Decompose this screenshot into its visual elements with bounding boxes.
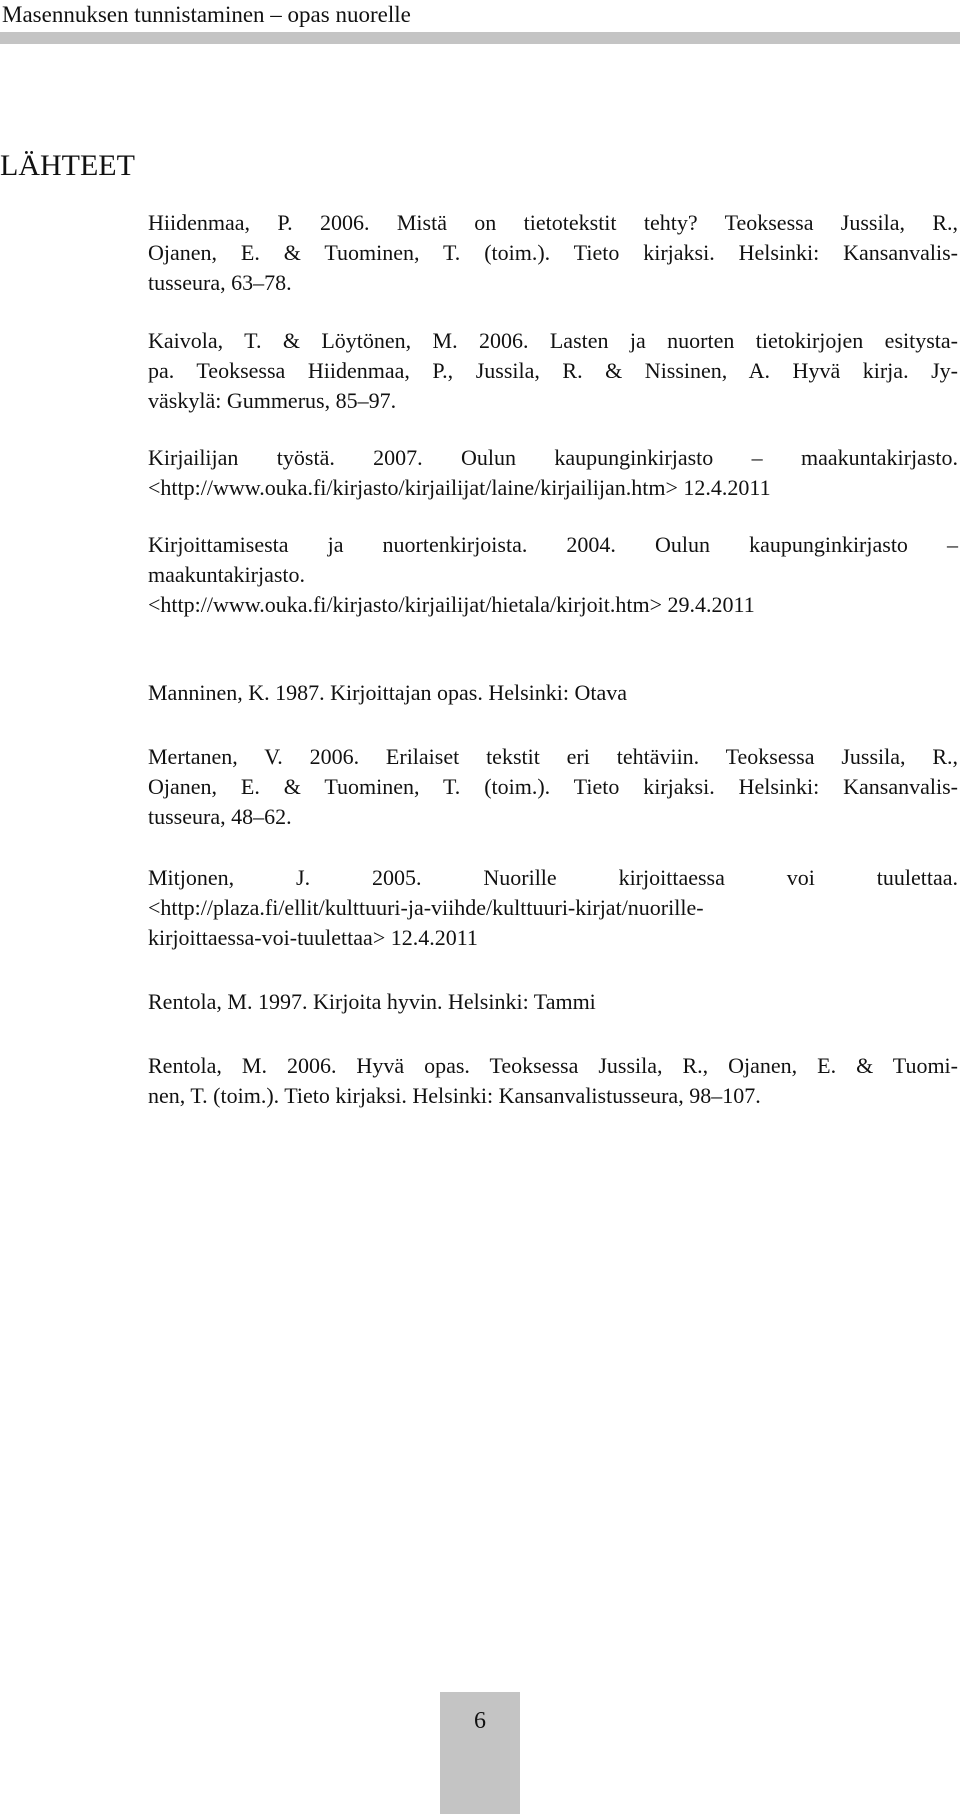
reference-item-kirjailijan-tyosta bbox=[148, 443, 958, 503]
reference-line: Ojanen, E. & Tuominen, T. (toim.). Tieto kirjaksi. Helsinki: Kansanvalis- bbox=[148, 774, 958, 799]
reference-line: <http://plaza.fi/ellit/kulttuuri-ja-viihde/kulttuuri-kirjat/nuorille- bbox=[148, 895, 704, 920]
reference-line: <http://www.ouka.fi/kirjasto/kirjailijat/laine/kirjailijan.htm> 12.4.2011 bbox=[148, 475, 771, 500]
reference-item-manninen bbox=[148, 678, 958, 708]
reference-item-kirjoittamisesta bbox=[148, 530, 958, 620]
reference-item-kaivola bbox=[148, 326, 958, 416]
reference-line: Kirjoittamisesta ja nuortenkirjoista. 2004. Oulun kaupunginkirjasto – bbox=[148, 532, 958, 557]
reference-line: Rentola, M. 2006. Hyvä opas. Teoksessa Jussila, R., Ojanen, E. & Tuomi- bbox=[148, 1053, 958, 1078]
reference-line: Kirjailijan työstä. 2007. Oulun kaupunginkirjasto – maakuntakirjasto. bbox=[148, 445, 958, 470]
reference-line: Mitjonen, J. 2005. Nuorille kirjoittaessa voi tuulettaa. bbox=[148, 865, 958, 890]
header-rule bbox=[0, 32, 960, 44]
page-number: 6 bbox=[474, 1708, 486, 1734]
reference-item-rentola-1997 bbox=[148, 987, 958, 1017]
reference-line: nen, T. (toim.). Tieto kirjaksi. Helsinki: Kansanvalistusseura, 98–107. bbox=[148, 1083, 761, 1108]
reference-item-mitjonen bbox=[148, 863, 958, 953]
reference-item-hiidenmaa bbox=[148, 208, 958, 298]
reference-line: Hiidenmaa, P. 2006. Mistä on tietotekstit tehty? Teoksessa Jussila, R., bbox=[148, 210, 958, 235]
reference-line: pa. Teoksessa Hiidenmaa, P., Jussila, R. & Nissinen, A. Hyvä kirja. Jy- bbox=[148, 358, 958, 383]
reference-line: tusseura, 63–78. bbox=[148, 270, 292, 295]
reference-item-rentola-2006 bbox=[148, 1051, 958, 1111]
reference-line: Kaivola, T. & Löytönen, M. 2006. Lasten ja nuorten tietokirjojen esitysta- bbox=[148, 328, 958, 353]
reference-line: väskylä: Gummerus, 85–97. bbox=[148, 388, 397, 413]
reference-line: <http://www.ouka.fi/kirjasto/kirjailijat/hietala/kirjoit.htm> 29.4.2011 bbox=[148, 592, 755, 617]
reference-line: kirjoittaessa-voi-tuulettaa> 12.4.2011 bbox=[148, 925, 478, 950]
reference-line: maakuntakirjasto. bbox=[148, 562, 306, 587]
page-number-box bbox=[440, 1692, 520, 1814]
running-header-title: Masennuksen tunnistaminen – opas nuorelle bbox=[2, 2, 411, 27]
reference-item-mertanen bbox=[148, 742, 958, 832]
reference-line: Manninen, K. 1987. Kirjoittajan opas. Helsinki: Otava bbox=[148, 680, 628, 705]
reference-line: Mertanen, V. 2006. Erilaiset tekstit eri tehtäviin. Teoksessa Jussila, R., bbox=[148, 744, 958, 769]
reference-line: Rentola, M. 1997. Kirjoita hyvin. Helsinki: Tammi bbox=[148, 989, 596, 1014]
running-header bbox=[0, 0, 960, 40]
section-title: LÄHTEET bbox=[0, 149, 135, 182]
reference-line: tusseura, 48–62. bbox=[148, 804, 292, 829]
reference-line: Ojanen, E. & Tuominen, T. (toim.). Tieto kirjaksi. Helsinki: Kansanvalis- bbox=[148, 240, 958, 265]
